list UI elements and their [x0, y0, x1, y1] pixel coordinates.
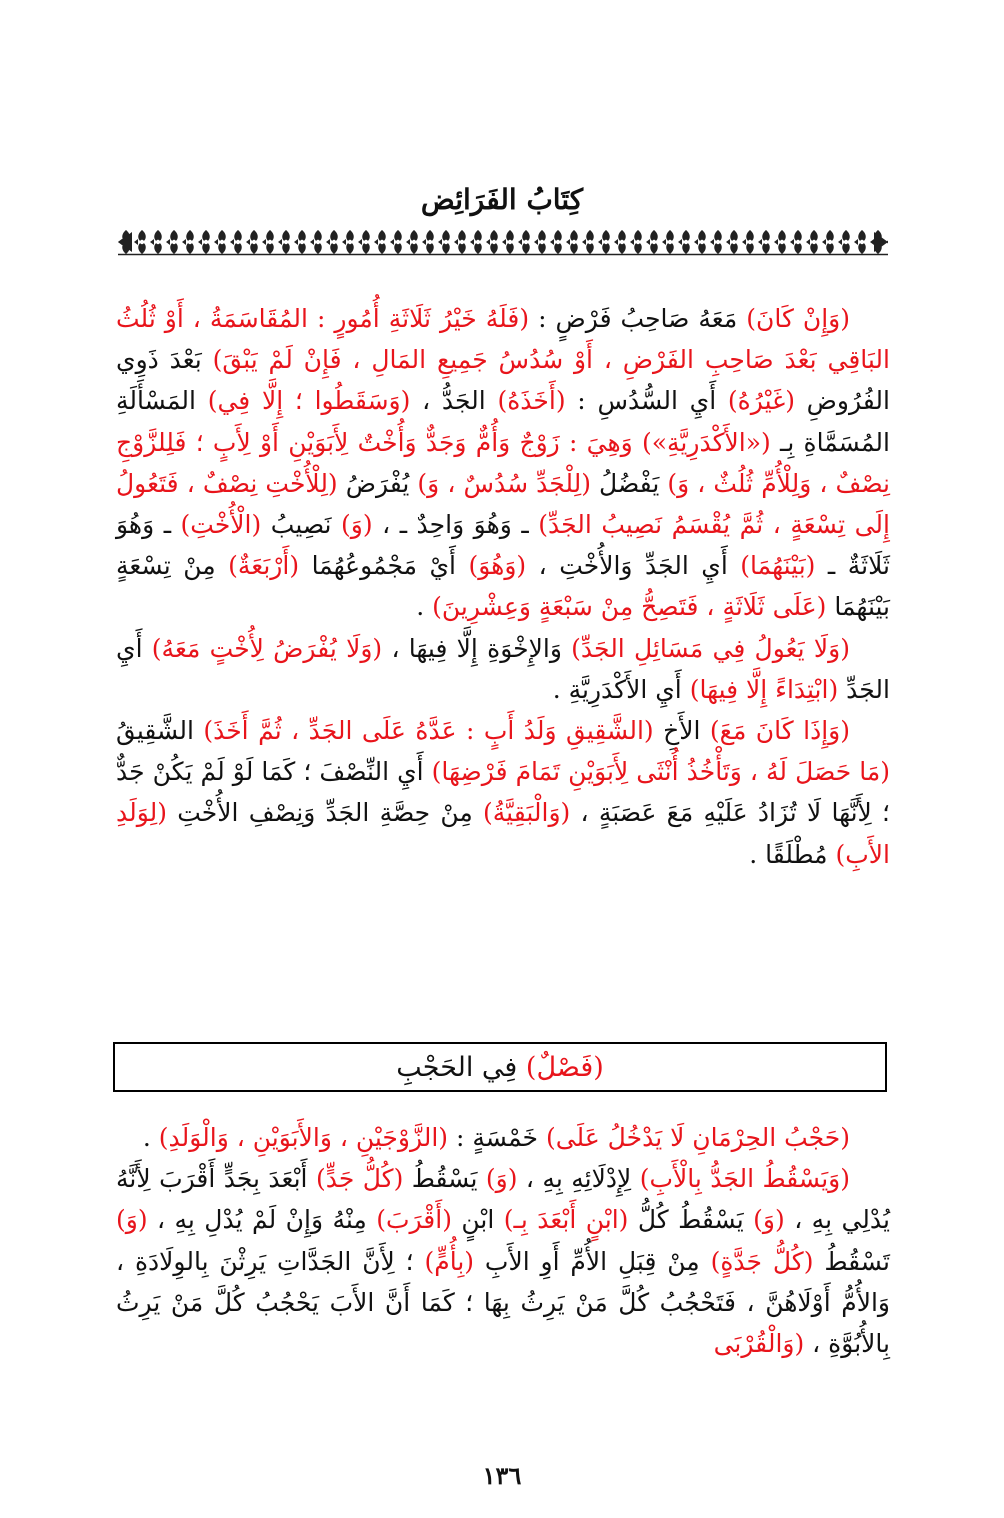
matn-text: (وَالْبَقِيَّةُ): [472, 798, 571, 828]
matn-text: (مَا حَصَلَ لَهُ ، وَتَأْخُذُ أُنْثَى لِأَبَوَيْنِ تَمَامَ فَرْضِهَا): [423, 757, 890, 787]
sharh-text: مُطْلَقًا .: [749, 839, 828, 869]
matn-text: (بِأُمٍّ): [413, 1246, 475, 1276]
matn-text: (لِلْأُخْتِ نِصْفٌ ، فَتَعُولُ إِلَى تِسْعَةٍ ، ثُمَّ يُقْسَمُ نَصِيبُ الجَدِّ): [116, 468, 890, 540]
sharh-text: مِنْ قِبَلِ الأُمِّ أَوِ الأَبِ: [474, 1246, 700, 1276]
matn-text: (كُلُّ جَدَّةٍ): [699, 1246, 814, 1276]
chapter-heading-box: [113, 1042, 887, 1092]
matn-text: (وَسَقَطُوا ؛ إِلَّا فِي): [195, 386, 411, 416]
matn-text: (بَيْنَهُمَا): [727, 551, 816, 581]
sharh-text: أَيِ الجَدِّ: [116, 633, 890, 704]
sharh-text: أَيِ الجَدِّ وَالأُخْتِ ،: [526, 551, 728, 581]
sharh-text: مِنْ تِسْعَةٍ بَيْنَهُمَا: [116, 551, 890, 622]
matn-text: (وَالْقُرْبَى: [713, 1329, 805, 1359]
sharh-text: ابْنٍ: [451, 1205, 495, 1235]
sharh-text: .: [416, 592, 425, 622]
sharh-text: نَصِيبُ: [261, 510, 332, 540]
section1-text: [116, 298, 890, 875]
sharh-text: ـ وَهُوَ وَاحِدٌ ـ ،: [372, 510, 529, 540]
page-number: ١٣٦: [482, 1461, 522, 1490]
sharh-text: مَعَهُ صَاحِبُ فَرْضٍ :: [529, 304, 738, 333]
sharh-text: الجَدُّ ،: [410, 386, 486, 416]
matn-text: (وَإِنْ كَانَ): [737, 304, 850, 333]
matn-text: (كُلُّ جَدٍّ): [307, 1164, 404, 1194]
sharh-text: خَمْسَةٍ :: [448, 1123, 538, 1152]
sharh-text: لِإِدْلَائِهِ بِهِ ،: [517, 1164, 632, 1194]
sharh-text: ـ وَهُوَ ثَلَاثَةٌ ـ: [116, 510, 890, 581]
matn-text: (الْأُخْتِ): [171, 510, 262, 540]
matn-text: (وَإِذَا كَانَ مَعَ): [700, 716, 850, 746]
matn-text: (أَقْرَبَ): [366, 1205, 452, 1235]
matn-text: (لِلْجَدِّ سُدُسٌ ، وَ): [409, 468, 591, 498]
matn-text: (وَ): [331, 510, 373, 540]
matn-text: («الأَكْدَرِيَّةِ») وَهِيَ : زَوْجٌ وَأُمٌّ وَجَدٌّ وَأُخْتٌ لِأَبَوَيْنِ أَوْ لِأَبٍ ؛ فَلِلزَّوْجِ نِصْفٌ ، وَلِلْأُمِّ ثُلُثٌ ، وَ): [116, 427, 890, 498]
matn-text: (وَيَسْقُطُ الجَدُّ بِالْأَبِ): [631, 1164, 851, 1194]
matn-text: (وَلَا يَعُولُ فِي مَسَائِلِ الجَدِّ): [561, 633, 850, 663]
sharh-text: تَسْقُطُ: [813, 1246, 890, 1276]
sharh-text: .: [142, 1123, 151, 1152]
matn-text: (ابْتِدَاءً إِلَّا فِيهَا): [681, 674, 839, 704]
matn-text: (ابْنٍ أَبْعَدَ بِـ): [494, 1205, 629, 1235]
paragraph: [116, 1117, 890, 1158]
matn-text: (لِوَلَدِ الأَبِ): [116, 798, 890, 869]
sharh-text: بَعْدَ ذَوِي الفُرُوضِ: [116, 345, 890, 416]
paragraph: [116, 628, 890, 710]
sharh-text: يَسْقُطُ كُلُّ: [628, 1205, 744, 1235]
sharh-text: أَيِ الأَكْدَرِيَّةِ .: [552, 674, 682, 704]
floral-border-ornament-icon: [118, 228, 888, 256]
matn-text: (فَصْلٌ): [517, 1051, 604, 1083]
matn-text: (غَيْرُهُ): [716, 386, 795, 416]
matn-text: (حَجْبُ الحِرْمَانِ لَا يَدْخُلُ عَلَى): [538, 1123, 850, 1152]
matn-text: (وَ): [743, 1205, 785, 1235]
matn-text: (وَهُوَ): [455, 551, 527, 581]
paragraph: [116, 710, 890, 875]
sharh-text: أَبْعَدَ بِجَدٍّ أَقْرَبَ لِأَنَّهُ يُدْلِي بِهِ ،: [116, 1164, 891, 1235]
matn-text: (وَ): [116, 1205, 148, 1235]
sharh-text: يُفْرَضُ: [337, 468, 410, 498]
matn-text: (أَخَذَهُ): [485, 386, 566, 416]
sharh-text: الشَّقِيقُ: [116, 716, 194, 746]
paragraph: [116, 1158, 890, 1364]
sharh-text: أَيِ النِّصْفَ ؛ كَمَا لَوْ لَمْ يَكُنْ جَدٌّ ؛ لِأَنَّهَا لَا تُزَادُ عَلَيْهِ مَعَ عَصَبَةٍ ،: [116, 757, 890, 828]
sharh-text: الأَخِ: [653, 716, 701, 746]
sharh-text: ؛ لِأَنَّ الجَدَّاتِ يَرِثْنَ بِالوِلَادَةِ ، وَالأُمُّ أَوْلَاهُنَّ ، فَتَحْجُبُ كُلَّ مَنْ يَرِثُ بِهَا ؛ كَمَا أَنَّ الأَبَ يَحْجُبُ كُلَّ مَنْ يَرِثُ بِالأُبُوَّةِ ،: [116, 1246, 890, 1359]
sharh-text: مِنْهُ وَإِنْ لَمْ يُدْلِ بِهِ ،: [147, 1205, 367, 1235]
matn-text: (الشَّقِيقِ وَلَدُ أَبٍ : عَدَّهُ عَلَى الجَدِّ ، ثُمَّ أَخَذَ): [193, 716, 654, 746]
paragraph: [116, 298, 890, 628]
matn-text: (الزَّوْجَيْنِ ، وَالأَبَوَيْنِ ، وَالْوَلَدِ): [150, 1123, 449, 1152]
book-title: كِتَابُ الفَرَائِض: [420, 183, 584, 216]
sharh-text: أَيْ مَجْمُوعُهُمَا: [299, 551, 456, 581]
sharh-text: مِنْ حِصَّةِ الجَدِّ وَنِصْفِ الأُخْتِ: [167, 798, 473, 828]
sharh-text: أَيِ السُّدُسِ :: [565, 386, 717, 416]
sharh-text: المَسْأَلَةِ المُسَمَّاةِ بِـ: [116, 386, 890, 457]
sharh-text: يَفْضُلُ: [591, 468, 660, 498]
section2-text: [116, 1117, 890, 1364]
matn-text: (وَ): [477, 1164, 518, 1194]
matn-text: (وَلَا يُفْرَضُ لِأُخْتٍ مَعَهُ): [142, 633, 383, 663]
sharh-text: وَالإِخْوَةِ إِلَّا فِيهَا ،: [382, 633, 562, 663]
matn-text: (عَلَى ثَلَاثَةٍ ، فَتَصِحُّ مِنْ سَبْعَةٍ وَعِشْرِينَ): [424, 592, 827, 622]
matn-text: (فَلَهُ خَيْرُ ثَلَاثَةِ أُمُورٍ : المُقَاسَمَةُ ، أَوْ ثُلُثُ البَاقِي بَعْدَ صَاحِبِ الفَرْضِ ، أَوْ سُدُسُ جَمِيعِ المَالِ ، فَإِنْ لَمْ يَبْقَ): [116, 304, 890, 375]
sharh-text: يَسْقُطُ: [403, 1164, 478, 1194]
chapter-heading: [396, 1052, 604, 1083]
sharh-text: فِي الحَجْبِ: [396, 1051, 518, 1083]
matn-text: (أَرْبَعَةٌ): [215, 551, 300, 581]
